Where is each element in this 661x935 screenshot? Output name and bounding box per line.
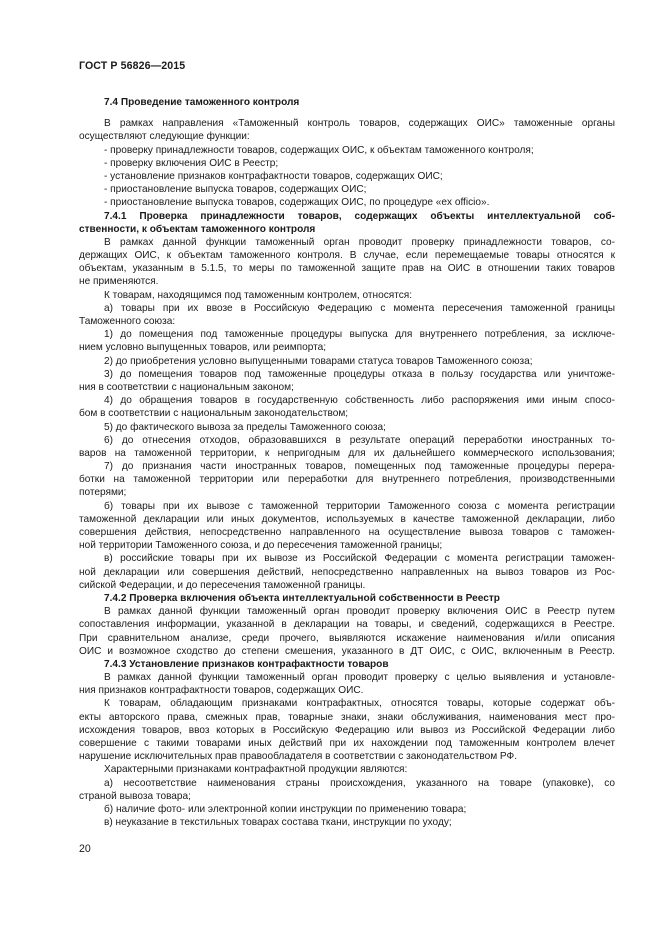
spacer [79,109,615,117]
text-line: ной декларации или совершения действий, непосредственно направленных на вывоз товаров из Рос- [79,566,615,578]
text-line: не применяются. [79,276,159,288]
text-line: в) российские товары при их вывозе из Российской Федерации с момента регистрации таможен- [104,553,615,565]
text-line: В рамках данной функции таможенный орган проводит проверку принадлежности товаров, со- [104,236,615,248]
text-line: К товарам, обладающим признаками контрафактных, относятся товары, которые содержат объ- [104,698,615,710]
text-line: исхождения товаров, ввоз которых в Российскую Федерацию или вывоз из Российской Федерации либо [79,724,615,736]
text-line: бом в соответствии с национальным законодательством; [79,408,349,420]
text-line: ния в соответствии с национальным законом; [79,381,294,393]
list-item: - приостановление выпуска товаров, содержащих ОИС, по процедуре «ex officio». [104,197,490,209]
text-line: 1) до помещения под таможенные процедуры выпуска для внутреннего потребления, за исключе- [104,329,615,341]
section-heading-line: 7.4 Проведение таможенного контроля [104,97,300,108]
section-heading-line: 7.4.3 Установление признаков контрафактности товаров [104,658,389,670]
text-line: В рамках данной функции таможенный орган проводит проверку включения ОИС в Реестр путем [104,606,615,618]
text-line: совершение с такими товарами иных действий при их нахождении под таможенным контролем влечет [79,738,615,749]
text-line: 7) до признания части иностранных товаров, помещенных под таможенные процедуры перера- [104,461,615,473]
text-line: При сравнительном анализе, среди прочего, выявляются искажение наименования и/или описания [79,632,615,644]
text-line: 5) до фактического вывоза за пределы Таможенного союза; [104,421,386,433]
text-line: осуществляют следующие функции: [79,131,250,143]
document-body [79,96,615,829]
text-line: В рамках направления «Таможенный контроль товаров, содержащих ОИС» таможенные органы [104,118,615,130]
text-line: сопоставления информации, указанной в декларации на товары, и сведений, содержащихся в Реестре. [79,619,615,631]
text-line: Характерными признаками контрафактной продукции являются: [104,764,408,776]
list-item: - проверку включения ОИС в Реестр; [104,157,279,169]
text-line: В рамках данной функции таможенный орган проводит проверку с целью выявления и установле- [104,672,615,684]
text-line: а) товары при их ввозе в Российскую Федерацию с момента пересечения таможенной границы [104,302,615,314]
text-line: нарушение исключительных прав правообладателя в соответствии с законодательством РФ. [79,751,518,763]
text-line: б) товары при их вывозе с таможенной территории Таможенного союза с момента регистрации [104,500,615,512]
text-line: ния признаков контрафактности товаров, содержащих ОИС. [79,685,364,697]
text-line: 3) до помещения товаров под таможенные процедуры отказа в пользу государства или уничтоже- [104,368,615,380]
list-item: - приостановление выпуска товаров, содержащих ОИС; [104,184,367,196]
text-line: 6) до отнесения отходов, образовавшихся в результате операций переработки иностранных то- [104,434,615,446]
text-line: объектам, указанным в 5.1.5, то меры по таможенной защите прав на ОИС в отношении таких товаров [79,263,615,275]
list-item: - проверку принадлежности товаров, содержащих ОИС, к объектам таможенного контроля; [104,144,534,156]
text-line: совершения действия, непосредственно направленного на осуществление вывоза товаров с таможен- [79,527,615,538]
text-line: ной территории Таможенного союза, и до пересечения таможенной границы; [79,540,443,552]
text-line: держащих ОИС, к объектам таможенного контроля. В случае, если перемещаемые товары относятся к [79,250,615,262]
text-line: варов на таможенной территории, к непригодным для их дальнейшего коммерческого использования; [79,447,615,459]
text-line: 2) до приобретения условно выпущенными товарами статуса товаров Таможенного союза; [104,355,533,367]
text-line: К товарам, находящимся под таможенным контролем, относятся: [104,289,413,301]
page-number: 20 [79,843,91,855]
text-line: в) неуказание в текстильных товарах состава ткани, инструкции по уходу; [104,817,452,829]
text-line: екты авторского права, смежных прав, товарные знаки, знаки обслуживания, наименования мест про- [79,711,615,723]
text-line: потерями; [79,487,127,499]
text-line: сийской Федерации, и до пересечения таможенной границы. [79,579,366,591]
section-heading-line: 7.4.1 Проверка принадлежности товаров, содержащих объекты интеллектуальной соб- [104,210,615,222]
text-line: а) несоответствие наименования страны происхождения, указанного на товаре (упаковке), со [104,777,615,789]
list-item: - установление признаков контрафактности товаров, содержащих ОИС; [104,170,443,182]
text-line: б) наличие фото- или электронной копии инструкции по применению товара; [104,803,467,815]
text-line: таможенной декларации или иных документов, используемых в качестве таможенной декларации, либо [79,513,615,525]
text-line: нием условно выпущенных товаров, или реимпорта; [79,342,327,354]
text-line: 4) до обращения товаров в государственную собственность либо распоряжения ими иным спосо- [104,395,615,407]
section-heading-line: 7.4.2 Проверка включения объекта интеллектуальной собственности в Реестр [104,592,500,604]
text-line: ботки на таможенной территории или переработки для внутреннего потребления, производственными [79,474,615,486]
document-header: ГОСТ Р 56826—2015 [79,60,186,72]
text-line: Таможенного союза: [79,316,176,327]
section-heading-line: ственности, к объектам таможенного контроля [79,223,316,235]
text-line: страной вывоза товара; [79,790,191,802]
text-line: ОИС и возможное сходство до степени смешения, указанного в ДТ ОИС, с ОИС, включенным в Реестр. [79,645,615,657]
